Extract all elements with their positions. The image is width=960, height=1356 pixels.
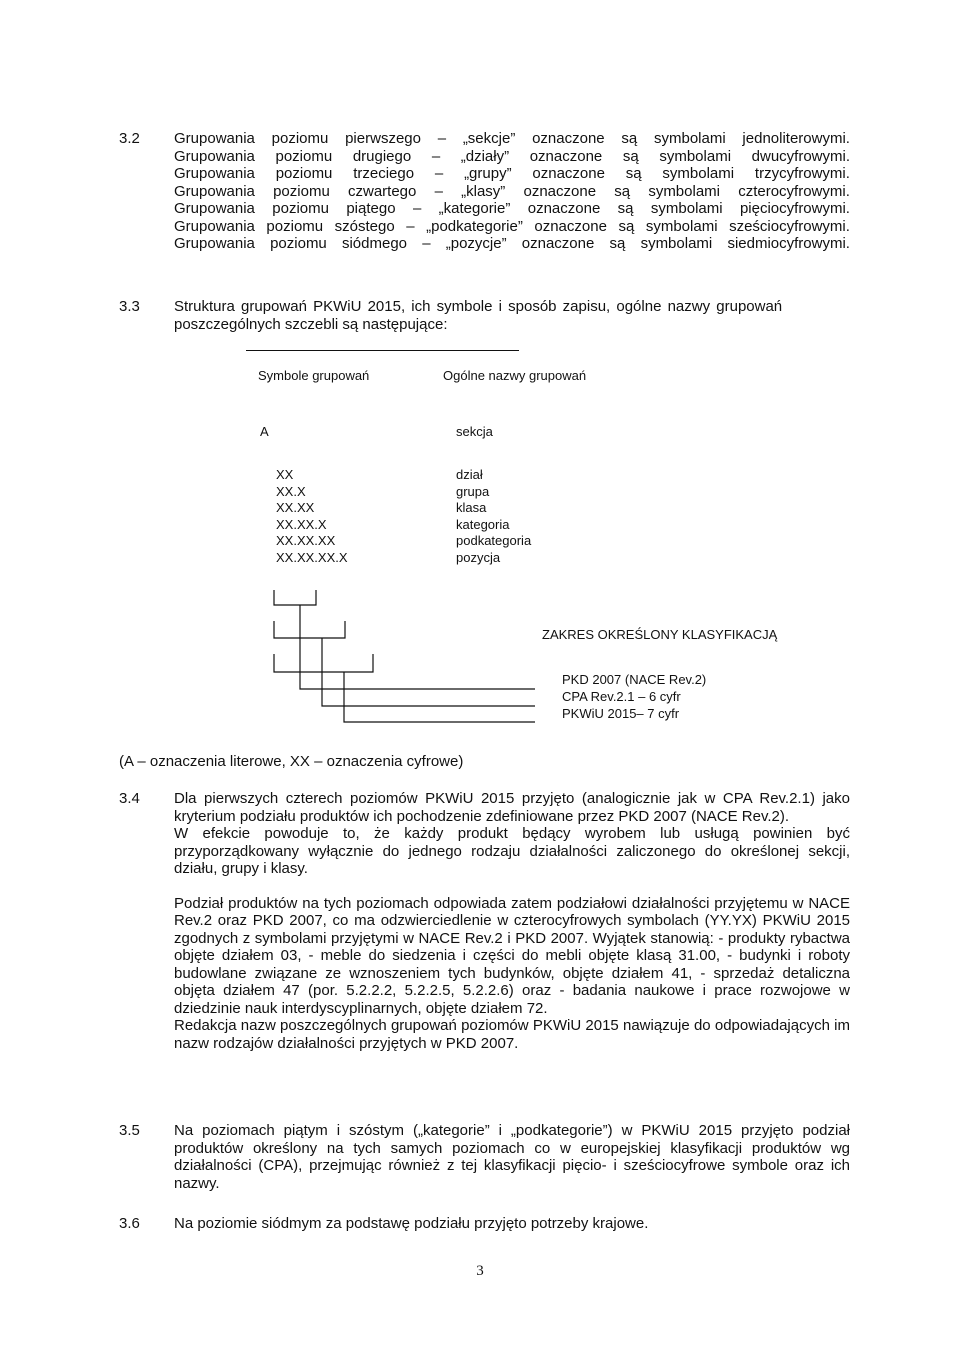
page-number: 3 bbox=[476, 1263, 484, 1279]
header-symbols: Symbole grupowań bbox=[258, 368, 370, 383]
line-word: symbolami bbox=[648, 182, 720, 200]
name-item: podkategoria bbox=[456, 533, 532, 548]
section-3-6-paragraph-1: Na poziomie siódmym za podstawę podziału przyjęto potrzeby krajowe. bbox=[174, 1215, 649, 1232]
line-word: symbolami bbox=[650, 200, 723, 217]
name-item: grupa bbox=[456, 483, 490, 499]
name-item: klasa bbox=[456, 500, 487, 515]
line-word: symbolami bbox=[645, 217, 718, 235]
line-word: oznaczone bbox=[534, 217, 607, 235]
symbol-item: XX.XX.X bbox=[276, 516, 327, 532]
line-word: czterocyfrowymi. bbox=[738, 182, 850, 200]
line-word: są bbox=[622, 147, 639, 165]
connector-pkd bbox=[300, 605, 535, 689]
line-word: „działy” bbox=[460, 147, 510, 165]
section-number-3-3: 3.3 bbox=[119, 298, 140, 315]
line-word: – bbox=[434, 165, 444, 182]
name-item: dział bbox=[456, 467, 483, 482]
line-word: oznaczone bbox=[532, 130, 605, 147]
connector-pkwiu bbox=[344, 672, 535, 722]
section-3-4-paragraph-2: W efekcie powoduje to, że każdy produkt będący wyrobem lub usługą powinien być przyporządkowany wyłącznie do jednego rodzaju działalności zaliczonego do określonej sekcji, działu, grupy i klasy. bbox=[174, 825, 850, 877]
line-word: „sekcje” bbox=[462, 130, 516, 147]
line-word: pięciocyfrowymi. bbox=[739, 200, 850, 217]
legend-note: (A – oznaczenia literowe, XX – oznaczenia cyfrowe) bbox=[119, 753, 464, 770]
line-word: sześciocyfrowymi. bbox=[729, 217, 850, 235]
line-word: symbolami bbox=[640, 235, 713, 252]
line-word: Grupowania bbox=[174, 165, 255, 182]
line-word: siedmiocyfrowymi. bbox=[727, 235, 850, 252]
line-word: trzycyfrowymi. bbox=[754, 165, 850, 182]
line-word: – bbox=[437, 130, 447, 147]
line-word: trzeciego bbox=[353, 165, 415, 182]
line-word: „grupy” bbox=[464, 165, 512, 182]
section-3-6-body bbox=[174, 1215, 850, 1233]
line-word: są bbox=[621, 130, 638, 147]
line-word: oznaczone bbox=[529, 147, 603, 165]
line-word: siódmego bbox=[341, 235, 408, 252]
line-word: symbolami bbox=[659, 147, 732, 165]
label-cpa: CPA Rev.2.1 – 6 cyfr bbox=[562, 689, 681, 704]
section-number-3-6: 3.6 bbox=[119, 1215, 140, 1232]
line-word: – bbox=[431, 147, 441, 165]
line-word: Grupowania bbox=[174, 217, 255, 235]
symbol-item: XX.XX bbox=[276, 500, 315, 515]
bracket-category bbox=[274, 654, 373, 672]
line-word: jednoliterowymi. bbox=[742, 130, 850, 147]
line-word: Grupowania bbox=[174, 147, 255, 165]
line-word: poziomu bbox=[275, 147, 333, 165]
line-word: poziomu bbox=[272, 200, 329, 217]
section-3-3-intro-line1: Struktura grupowań PKWiU 2015, ich symbole i sposób zapisu, ogólne nazwy grupowań bbox=[174, 298, 783, 315]
line-word: – bbox=[412, 200, 422, 217]
section-3-4-paragraph-4: Redakcja nazw poszczególnych grupowań poziomów PKWiU 2015 nawiązuje do odpowiadających im nazw rodzajów działalności przyjętych w PKD 2007. bbox=[174, 1017, 850, 1052]
line-word: są bbox=[625, 165, 642, 182]
section-name: sekcja bbox=[456, 424, 493, 439]
line-word: „kategorie” bbox=[438, 200, 511, 217]
symbol-item: XX.XX.XX.X bbox=[276, 549, 348, 565]
line-word: Grupowania bbox=[174, 235, 255, 252]
label-pkd: PKD 2007 (NACE Rev.2) bbox=[562, 672, 707, 687]
line-word: pierwszego bbox=[345, 130, 421, 147]
line-word: Grupowania bbox=[174, 200, 255, 217]
line-word: oznaczone bbox=[527, 200, 601, 217]
line-word: są bbox=[609, 235, 626, 252]
section-number-3-5: 3.5 bbox=[119, 1122, 140, 1139]
section-symbol: A bbox=[260, 424, 269, 439]
line-word: czwartego bbox=[348, 182, 417, 200]
name-item: kategoria bbox=[456, 516, 510, 532]
section-3-4-body bbox=[174, 790, 850, 1052]
line-word: Grupowania bbox=[174, 130, 255, 147]
label-pkwiu: PKWiU 2015– 7 cyfr bbox=[562, 706, 680, 721]
header-names: Ogólne nazwy grupowań bbox=[443, 368, 587, 383]
line-word: poziomu bbox=[266, 217, 324, 235]
name-item: pozycja bbox=[456, 549, 501, 565]
line-word: szóstego bbox=[334, 217, 395, 235]
line-word: poziomu bbox=[275, 165, 333, 182]
line-word: poziomu bbox=[271, 130, 329, 147]
line-word: oznaczone bbox=[523, 182, 597, 200]
line-word: – bbox=[434, 182, 443, 200]
section-3-4-paragraph-1: Dla pierwszych czterech poziomów PKWiU 2015 przyjęto (analogicznie jak w CPA Rev.2.1) jako kryterium podziału produktów ich pochodzenie zdefiniowane przez PKD 2007 (NACE Rev.2). bbox=[174, 790, 850, 825]
line-word: poziomu bbox=[273, 182, 330, 200]
line-word: – bbox=[406, 217, 415, 235]
line-word: poziomu bbox=[270, 235, 327, 252]
line-word: są bbox=[617, 200, 634, 217]
line-word: „pozycje” bbox=[445, 235, 507, 252]
line-word: dwucyfrowymi. bbox=[751, 147, 850, 165]
line-word: – bbox=[422, 235, 431, 252]
line-word: oznaczone bbox=[532, 165, 605, 182]
section-3-5-paragraph-1: Na poziomach piątym i szóstym („kategorie” i „podkategorie”) w PKWiU 2015 przyjęto podział produktów określony na tych samych poziomach co w europejskiej klasyfikacji produktów wg działalności (CPA), przejmując również z tej klasyfikacji pięcio- i sześciocyfrowe symbole oraz ich nazwy. bbox=[174, 1122, 850, 1192]
bracket-division bbox=[274, 590, 316, 605]
line-word: są bbox=[614, 182, 631, 200]
line-word: piątego bbox=[346, 200, 396, 217]
symbol-item: XX.X bbox=[276, 483, 306, 499]
section-number-3-4: 3.4 bbox=[119, 790, 140, 807]
line-word: Grupowania bbox=[174, 182, 255, 200]
symbol-item: XX bbox=[276, 467, 294, 482]
section-3-3-intro-line2: poszczególnych szczebli są następujące: bbox=[174, 315, 448, 333]
line-word: symbolami bbox=[662, 165, 735, 182]
line-word: oznaczone bbox=[521, 235, 595, 252]
line-word: symbolami bbox=[653, 130, 726, 147]
label-scope: ZAKRES OKREŚLONY KLASYFIKACJĄ bbox=[542, 627, 778, 642]
section-3-4-paragraph-3: Podział produktów na tych poziomach odpowiada zatem podziałowi działalności przyjętemu w NACE Rev.2 oraz PKD 2007, co ma odzwierciedlenie w czterocyfrowych symbolach (YY.YX) PKWiU 2015 zgodnych z symbolami przyjętymi w NACE Rev.2 i PKD 2007. Wyjątek stanowią: - produkty rybactwa objęte działem 03, - meble do siedzenia i części do mebli objęte klasą 31.00, - budynki i roboty budowlane związane ze wznoszeniem tych budynków, objęte działem 41, - sprzedaż detaliczna objęta działem 47 (por. 5.2.2.2, 5.2.2.5, 5.2.2.6) oraz - badania naukowe i prace rozwojowe w dziedzinie nauk interdyscyplinarnych, objęte działem 72. bbox=[174, 894, 850, 1017]
line-word: są bbox=[618, 217, 635, 235]
symbol-item: XX.XX.XX bbox=[276, 533, 336, 548]
line-word: „podkategorie” bbox=[426, 217, 523, 235]
bracket-class bbox=[274, 621, 345, 638]
line-word: „klasy” bbox=[461, 182, 506, 200]
section-number-3-2: 3.2 bbox=[119, 130, 140, 147]
line-word: drugiego bbox=[352, 147, 412, 165]
section-3-5-body bbox=[174, 1122, 850, 1192]
